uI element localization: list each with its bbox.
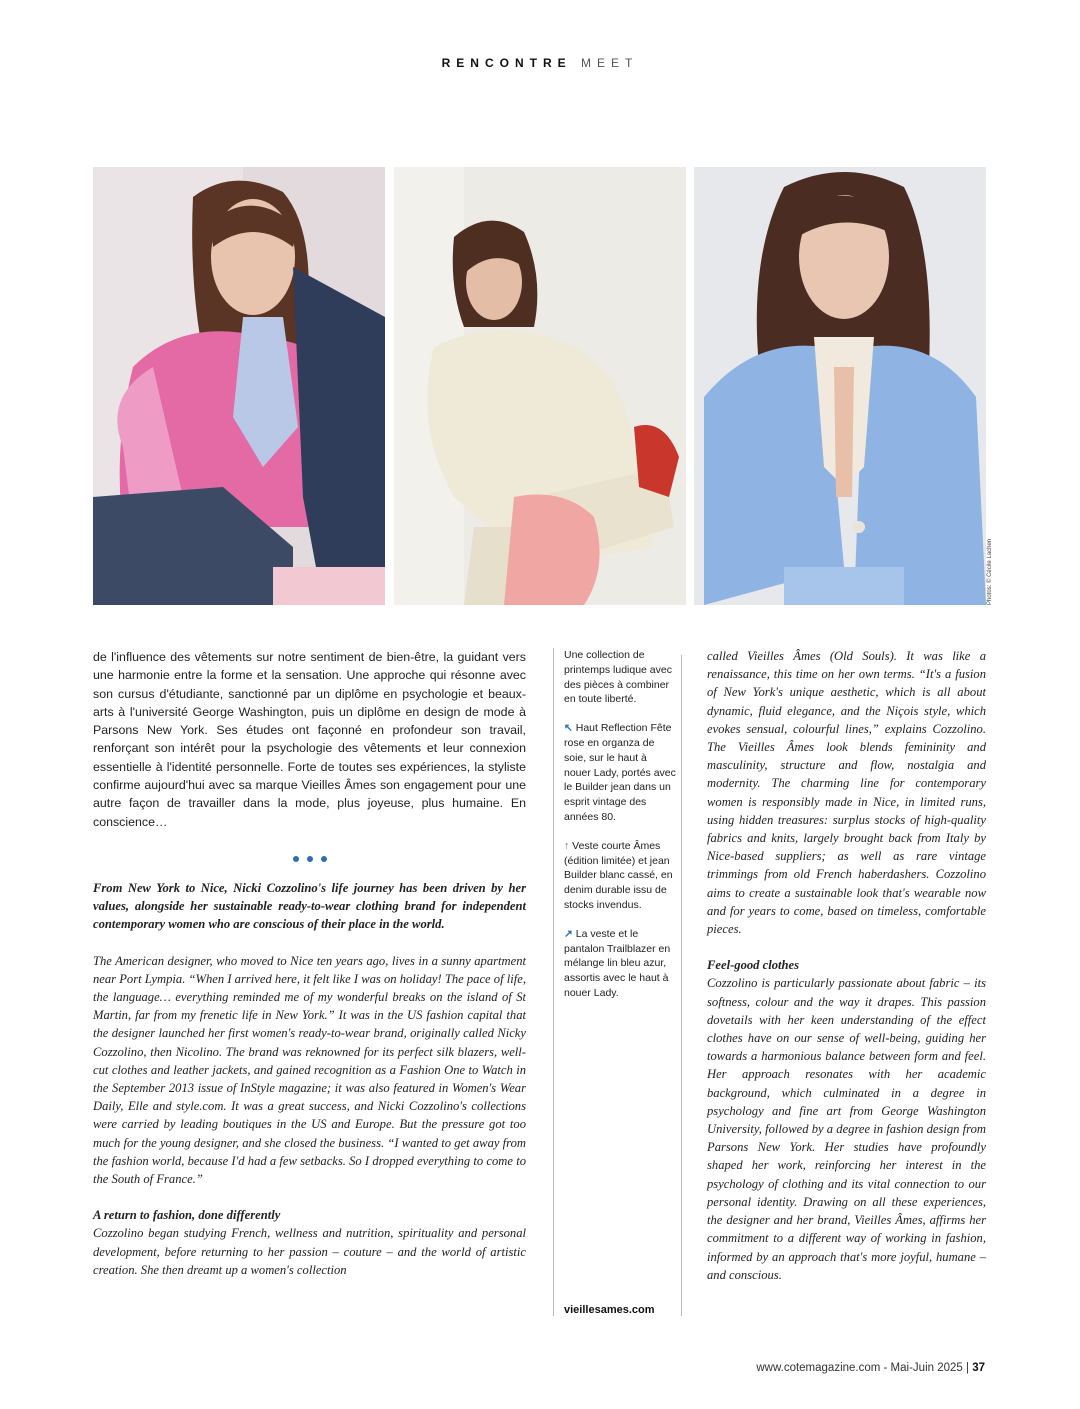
caption-text: La veste et le pantalon Trailblazer en mélange lin bleu azur, assortis avec le haut à nouer Lady. bbox=[564, 927, 671, 999]
photo-pink-organza-top bbox=[93, 167, 385, 605]
column-left bbox=[93, 648, 526, 1279]
section-label-fr: RENCONTRE bbox=[441, 56, 572, 70]
column-right bbox=[707, 647, 986, 1284]
subheading-return-to-fashion: A return to fashion, done differently bbox=[93, 1208, 281, 1223]
section-divider-dots bbox=[93, 849, 526, 867]
photo-strip bbox=[93, 167, 986, 605]
page-number: 37 bbox=[972, 1362, 985, 1374]
arrow-up-left-icon: ↖ bbox=[564, 722, 573, 735]
caption-item bbox=[564, 927, 676, 1001]
sidebar-intro: Une collection de printemps ludique avec des pièces à combiner en toute liberté. bbox=[564, 649, 672, 706]
subheading-feel-good-clothes: Feel-good clothes bbox=[707, 958, 799, 973]
arrow-up-icon: ↑ bbox=[564, 839, 570, 852]
page-footer bbox=[756, 1362, 985, 1374]
column-rule-left bbox=[553, 648, 554, 1316]
english-body-right: called Vieilles Âmes (Old Souls). It was like a renaissance, this time on her own terms. “It's a fusion of New York's unique aesthetic, which is all about dynamic, fluid elegance, and the Niçois style, which evokes sensual, colourful lines,” explains Cozzolino. The Vieilles Âmes look blends femininity and masculinity, structure and flow, nostalgia and modernity. The charming line for contemporary women is responsibly made in Nice, in limited runs, using hidden treasures: surplus stocks of high-quality fabrics and knits, largely brought back from Italy by Nice-based suppliers; as well as rare vintage trimmings from old French haberdashers. Cozzolino aims to create a sustainable look that's wearable now and for years to come, based on timeless, comfortable pieces. bbox=[707, 649, 986, 937]
section-label-en: MEET bbox=[581, 56, 639, 70]
english-body: The American designer, who moved to Nice ten years ago, lives in a sunny apartment near Port Lympia. “When I arrived here, it felt like I was on holiday! The pace of life, the language… everything reminded me of my wonderful breaks on the island of St Martin, far from my frenetic life in New York.” It was in the US fashion capital that the designer launched her first women's ready-to-wear brand, originally called Nicky Cozzolino, then Nicolino. The brand was reknowned for its perfect silk blazers, well-cut clothes and leather jackets, and gained recognition as a Fashion One to Watch in the September 2013 issue of InStyle magazine; it was also featured in Women's Wear Daily, Elle and style.com. It was a great success, and Nicki Cozzolino's collections were carried by leading boutiques in the US and Europe. But the pressure got too much for the young designer, and she closed the business. “I wanted to get away from the fashion world, because I'd had a few setbacks. So I dropped everything to come to the South of France.” bbox=[93, 953, 526, 1187]
photo-cream-jacket bbox=[394, 167, 686, 605]
english-body-continued: Cozzolino began studying French, wellness and nutrition, spirituality and personal development, before returning to her passion – couture – and the world of artistic creation. She then dreamt up a women's collection bbox=[93, 1226, 526, 1277]
photo-credit: Photos: © Cécile Lachen bbox=[987, 538, 993, 605]
english-body-right-continued: Cozzolino is particularly passionate about fabric – its softness, colour and the way it drapes. This passion dovetails with her keen understanding of the effect clothes have on our sense of well-being, guiding her towards a harmonious balance between form and feel. Her approach resonates with her academic background, which culminated in a degree in psychology and fine art from George Washington University, followed by a degree in fashion design from Parsons New York. Her studies have profoundly shaped her work, reinforcing her interest in the psychology of clothing and its vital connection to our personal identity. Drawing on all these experiences, the designer and her brand, Vieilles Âmes, affirms her commitment to a different way of working in fashion, informed by an approach that's more joyful, humane – and conscious. bbox=[707, 976, 986, 1282]
photo-blue-blazer bbox=[694, 167, 986, 605]
caption-text: Veste courte Âmes (édition limitée) et jean Builder blanc cassé, en denim durable issu de stocks invendus. bbox=[564, 839, 673, 911]
column-rule-right bbox=[681, 655, 682, 1316]
caption-item bbox=[564, 839, 676, 913]
arrow-up-right-icon: ↗ bbox=[564, 927, 573, 940]
brand-website-link[interactable]: vieillesames.com bbox=[564, 1304, 655, 1316]
french-paragraph: de l'influence des vêtements sur notre sentiment de bien-être, la guidant vers une harmonie entre la forme et la sensation. Une approche qui résonne avec son cursus d'étudiante, sanctionné par un diplôme en psychologie et beaux-arts à l'université George Washington, puis un diplôme en design de mode à Parsons New York. Ses études ont façonné en profondeur son travail, renforçant son intérêt pour la psychologie des vêtements et leur connexion essentielle à l'identité personnelle. Forte de toutes ses expériences, la styliste confirme aujourd'hui avec sa marque Vieilles Âmes son engagement pour une autre façon de travailler dans la mode, plus joyeuse, plus humaine. En conscience… bbox=[93, 650, 526, 829]
caption-text: Haut Reflection Fête rose en organza de soie, sur le haut à nouer Lady, portés avec le Builder jean dans un esprit vintage des années 80. bbox=[564, 722, 676, 823]
caption-item bbox=[564, 721, 676, 825]
caption-sidebar bbox=[564, 648, 676, 1015]
footer-site-issue: www.cotemagazine.com - Mai-Juin 2025 bbox=[756, 1362, 963, 1374]
footer-separator: | bbox=[966, 1362, 969, 1374]
section-header bbox=[0, 56, 1080, 70]
english-intro: From New York to Nice, Nicki Cozzolino's life journey has been driven by her values, alongside her sustainable ready-to-wear clothing brand for independent contemporary women who are conscious of their place in the world. bbox=[93, 880, 526, 932]
